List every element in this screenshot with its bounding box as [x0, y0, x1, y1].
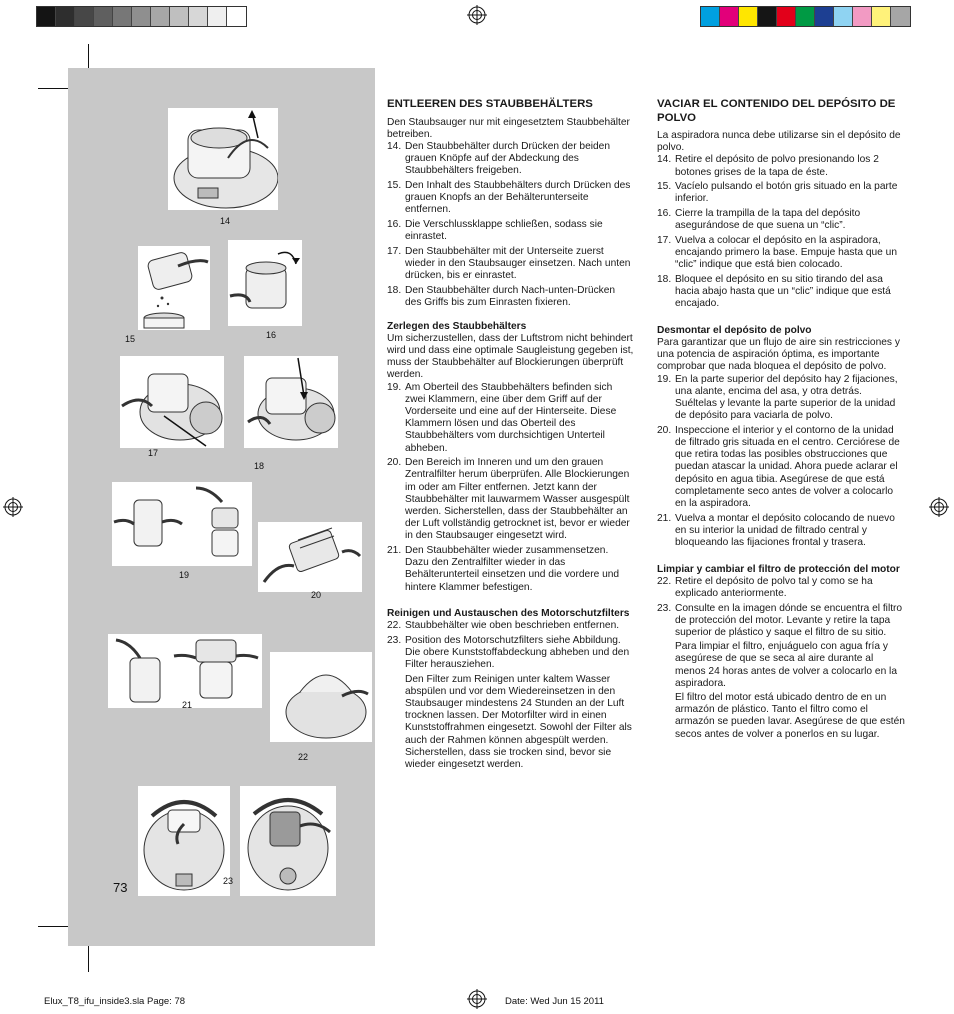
- color-swatch: [815, 7, 834, 26]
- page-number: 73: [113, 880, 128, 895]
- step-item: [387, 285, 634, 309]
- german-disassemble-intro: Um sicherzustellen, dass der Luftstrom nicht behindert wird und dass eine optimale Saugleistung gegeben ist, muss der Staubbehälter auf Blockierungen überprüft werden.: [387, 332, 634, 381]
- step-number: 18.: [657, 273, 672, 285]
- registration-mark-icon: [467, 989, 487, 1009]
- step-text: Retire el depósito de polvo presionando los 2 botones grises de la tapa de éste.: [675, 154, 879, 178]
- step-item: [657, 576, 905, 600]
- spanish-subheading-disassemble: Desmontar el depósito de polvo: [657, 324, 812, 336]
- figure-18-illustration: [244, 356, 338, 448]
- step-number: 17.: [387, 245, 402, 257]
- color-calibration-bar: [700, 6, 911, 27]
- step-text: En la parte superior del depósito hay 2 fijaciones, una alante, encima del asa, y otra detrás. Suéltelas y levante la parte superior de la unidad de depósito para vaciarla de polvo.: [675, 373, 898, 422]
- footer-file-info: Elux_T8_ifu_inside3.sla Page: 78: [44, 996, 186, 1007]
- figure-22-illustration: [270, 652, 372, 742]
- figure-label: 16: [266, 330, 277, 340]
- step-item: [387, 545, 634, 594]
- step-continuation: Den Filter zum Reinigen unter kaltem Wasser abspülen und vor dem Wiedereinsetzen in den Staubsauger mindestens 24 Stunden an der Luft trocknen lassen. Der Motorfilter wird in einen Kunststoffrahmen eingesetzt. Sowohl der Filter als auch der Rahmen können abgespült werden. Sicherstellen, dass sie trocken sind, bevor sie wieder eingesetzt werden.: [405, 673, 632, 770]
- step-text: Retire el depósito de polvo tal y como se ha explicado anteriormente.: [675, 575, 873, 600]
- step-item: [387, 620, 634, 632]
- step-text: Staubbehälter wie oben beschrieben entfernen.: [405, 620, 620, 632]
- step-text: Den Inhalt des Staubbehälters durch Drücken des grauen Knopfs an der Behälterunterseite entfernen.: [405, 179, 631, 216]
- step-number: 14.: [387, 140, 402, 152]
- illustration-panel: [68, 68, 375, 946]
- german-column: [387, 98, 634, 774]
- figure-label: 18: [254, 461, 265, 471]
- color-swatch: [701, 7, 720, 26]
- step-number: 16.: [387, 218, 402, 230]
- step-number: 22.: [657, 575, 672, 587]
- step-text: Vuelva a montar el depósito colocando de nuevo en su interior la unidad de filtrado central y bloqueando las fijaciones frontal y trasera.: [675, 512, 895, 549]
- german-subheading-disassemble: Zerlegen des Staubbehälters: [387, 320, 527, 332]
- step-number: 19.: [657, 373, 672, 385]
- color-swatch: [94, 7, 113, 26]
- color-swatch: [151, 7, 170, 26]
- step-text: Die Verschlussklappe schließen, sodass sie einrastet.: [405, 218, 603, 243]
- color-swatch: [834, 7, 853, 26]
- step-number: 21.: [657, 512, 672, 524]
- figure-20-illustration: [258, 522, 362, 592]
- figure-16-illustration: [228, 240, 302, 326]
- step-text: Den Staubbehälter mit der Unterseite zuerst wieder in den Staubsauger einsetzen. Nach unten drücken, bis er einrastet.: [405, 245, 631, 282]
- color-swatch: [872, 7, 891, 26]
- step-item: [387, 141, 634, 178]
- color-swatch: [132, 7, 151, 26]
- step-continuation: El filtro del motor está ubicado dentro de en un armazón de plástico. Tanto el filtro como el armazón se pueden lavar. Asegúrese de que estén secos antes de volver a ponerlos en su lugar.: [675, 692, 905, 740]
- grayscale-calibration-bar: [36, 6, 247, 27]
- step-text: Consulte en la imagen dónde se encuentra el filtro de protección del motor. Levante y retire la tapa superior de plástico y saque el filtro de su sitio.: [675, 602, 903, 639]
- color-swatch: [853, 7, 872, 26]
- figure-15-illustration: [138, 246, 210, 330]
- figure-label: 20: [311, 590, 322, 600]
- figure-label: 21: [182, 700, 193, 710]
- step-text: Position des Motorschutzfilters siehe Abbildung. Die obere Kunststoffabdeckung abheben und den Filter herausziehen.: [405, 634, 630, 671]
- step-item: [657, 274, 905, 311]
- step-text: Den Staubbehälter durch Nach-unten-Drücken des Griffs bis zum Einrasten fixieren.: [405, 284, 616, 308]
- spanish-column: [657, 98, 905, 743]
- step-text: Inspeccione el interior y el contorno de la unidad de filtrado gris situada en el centro. Cerciórese de que retira todas las posibles obstrucciones que puedan atascar la unidad. Ahora puede aclarar el depósito en agua tibia. Asegúrese de que está completamente seco antes de volver a colocarlo en la aspiradora.: [675, 424, 900, 510]
- registration-mark-icon: [467, 5, 487, 25]
- step-number: 18.: [387, 284, 402, 296]
- step-text: Vacíelo pulsando el botón gris situado en la parte inferior.: [675, 181, 898, 205]
- step-item: [657, 425, 905, 510]
- step-item: [387, 246, 634, 283]
- step-text: Bloquee el depósito en su sitio tirando del asa hacia abajo hasta que un “clic” indique que está encajado.: [675, 273, 891, 310]
- color-swatch: [189, 7, 208, 26]
- step-text: Den Bereich im Inneren und um den grauen Zentralfilter herum überprüfen. Alle Blockierungen im oder am Filter entfernen. Jetzt kann der Staubbehälter mit lauwarmem Wasser ausgespült werden. Sicherstellen, dass der Staubbehälter an der Luft vollständig getrocknet ist, bevor er wieder in den Staubsauger eingesetzt wird.: [405, 457, 630, 542]
- figure-label: 17: [148, 448, 159, 458]
- registration-mark-icon: [3, 497, 23, 517]
- german-intro: Den Staubsauger nur mit eingesetztem Staubbehälter betreiben.: [387, 116, 630, 140]
- german-subheading-motor-filter: Reinigen und Austauschen des Motorschutzfilters: [387, 608, 630, 620]
- figure-23-illustration-left: [138, 786, 230, 896]
- spanish-section-title: VACIAR EL CONTENIDO DEL DEPÓSITO DE POLVO: [657, 98, 896, 124]
- step-item: [387, 180, 634, 217]
- step-text: Den Staubbehälter wieder zusammensetzen. Dazu den Zentralfilter wieder in das Behälterunterteil einsetzen und die vordere und hintere Klammer befestigen.: [405, 544, 620, 593]
- registration-mark-icon: [929, 497, 949, 517]
- step-number: 15.: [387, 179, 402, 191]
- step-item: [387, 219, 634, 243]
- step-text: Den Staubbehälter durch Drücken der beiden grauen Knöpfe auf der Abdeckung des Staubbehälters freigeben.: [405, 140, 611, 177]
- step-item: [387, 635, 634, 771]
- figure-17-illustration: [120, 356, 224, 448]
- step-number: 14.: [657, 154, 672, 166]
- german-steps-motor-filter: [387, 620, 634, 771]
- step-number: 22.: [387, 620, 402, 632]
- color-swatch: [777, 7, 796, 26]
- figure-19-illustration: [112, 482, 252, 566]
- footer-date: Date: Wed Jun 15 2011: [505, 996, 604, 1007]
- step-item: [387, 382, 634, 455]
- step-text: Vuelva a colocar el depósito en la aspiradora, encajando primero la base. Empuje hasta que un “clic” indique que está bien colocado.: [675, 234, 898, 271]
- step-number: 15.: [657, 181, 672, 193]
- figure-23-illustration-right: [240, 786, 336, 896]
- step-continuation: Para limpiar el filtro, enjuáguelo con agua fría y asegúrese de que se seca al aire durante al menos 24 horas antes de volver a colocarlo en la aspiradora.: [675, 641, 897, 689]
- step-item: [657, 154, 905, 178]
- color-swatch: [37, 7, 56, 26]
- color-swatch: [208, 7, 227, 26]
- step-item: [657, 374, 905, 423]
- step-item: [657, 181, 905, 205]
- step-item: [657, 208, 905, 232]
- color-swatch: [56, 7, 75, 26]
- color-swatch: [113, 7, 132, 26]
- color-swatch: [891, 7, 910, 26]
- step-number: 20.: [387, 457, 402, 469]
- step-text: Am Oberteil des Staubbehälters befinden sich zwei Klammern, eine über dem Griff auf der Vorderseite und eine auf der Hinterseite. Diese Klammern lösen und das Oberteil des Staubbehälters vom durchsichtigen Unterteil abheben.: [405, 381, 617, 454]
- color-swatch: [227, 7, 246, 26]
- figure-label: 14: [220, 216, 231, 226]
- color-swatch: [739, 7, 758, 26]
- step-number: 21.: [387, 544, 402, 556]
- figure-label: 22: [298, 752, 309, 762]
- step-number: 20.: [657, 424, 672, 436]
- step-item: [657, 235, 905, 272]
- step-number: 17.: [657, 234, 672, 246]
- german-steps-disassemble: [387, 382, 634, 594]
- step-item: [387, 457, 634, 542]
- figure-14-illustration: [168, 108, 278, 210]
- figure-label: 23: [223, 876, 234, 886]
- step-item: [657, 603, 905, 741]
- spanish-steps-motor-filter: [657, 576, 905, 741]
- color-swatch: [758, 7, 777, 26]
- step-item: [657, 513, 905, 550]
- spanish-steps-emptying: [657, 154, 905, 310]
- step-number: 19.: [387, 381, 402, 393]
- spanish-disassemble-intro: Para garantizar que un flujo de aire sin restricciones y una potencia de aspiración óptima, es importante comprobar que nada bloquea el depósito de polvo.: [657, 337, 900, 373]
- spanish-intro: La aspiradora nunca debe utilizarse sin el depósito de polvo.: [657, 130, 901, 154]
- color-swatch: [170, 7, 189, 26]
- color-swatch: [796, 7, 815, 26]
- german-section-title: ENTLEEREN DES STAUBBEHÄLTERS: [387, 98, 593, 110]
- spanish-subheading-motor-filter: Limpiar y cambiar el filtro de protección del motor: [657, 563, 900, 575]
- spanish-steps-disassemble: [657, 374, 905, 550]
- step-number: 16.: [657, 208, 672, 219]
- color-swatch: [720, 7, 739, 26]
- german-steps-emptying: [387, 141, 634, 309]
- figure-21-illustration: [108, 634, 262, 708]
- step-number: 23.: [657, 602, 672, 614]
- color-swatch: [75, 7, 94, 26]
- figure-label: 19: [179, 570, 190, 580]
- step-number: 23.: [387, 634, 402, 646]
- figure-label: 15: [125, 334, 136, 344]
- step-text: Cierre la trampilla de la tapa del depósito asegurándose de que suena un “clic”.: [675, 208, 861, 232]
